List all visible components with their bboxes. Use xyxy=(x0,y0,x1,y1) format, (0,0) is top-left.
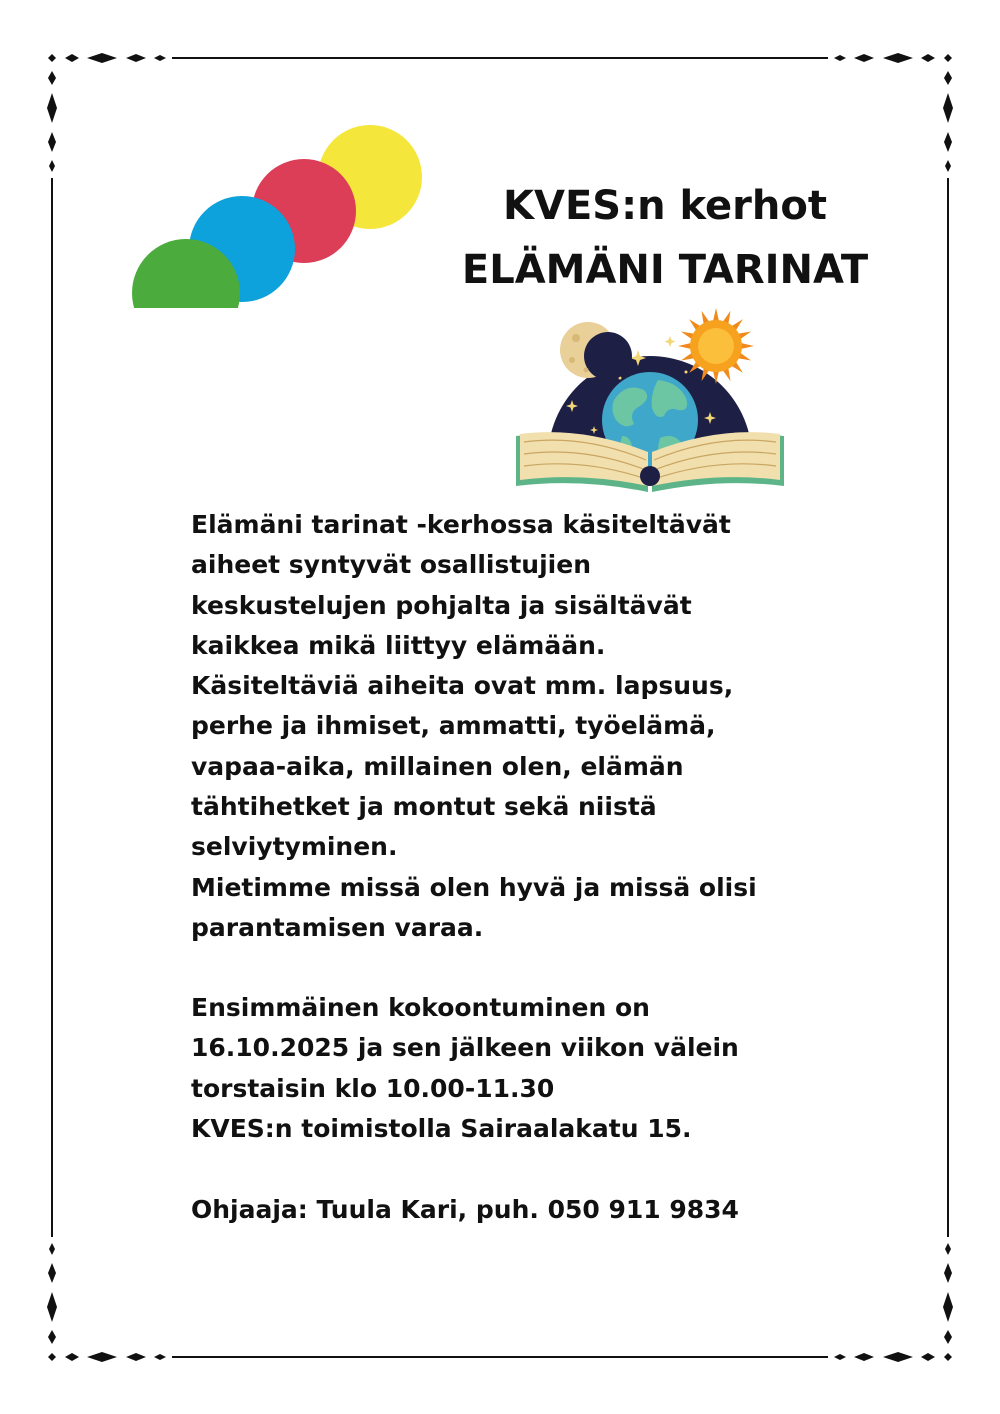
sun-ray xyxy=(678,343,691,349)
border-diamond xyxy=(921,1353,935,1361)
border-diamond xyxy=(65,1353,79,1361)
border-diamond xyxy=(834,1354,846,1360)
border-diamond xyxy=(944,71,952,85)
sun-ray xyxy=(741,343,754,349)
border-diamond xyxy=(154,1354,166,1360)
border-diamond xyxy=(921,54,935,62)
border-diamond xyxy=(48,1263,56,1283)
sun-icon xyxy=(678,308,754,384)
border-diamond xyxy=(944,1353,952,1361)
border-diamond xyxy=(47,93,57,123)
border-diamond xyxy=(945,1243,951,1255)
border-diamond xyxy=(943,93,953,123)
border-diamond xyxy=(49,160,55,172)
meeting-line: torstaisin klo 10.00-11.30 xyxy=(191,1073,555,1103)
leader-contact xyxy=(191,1190,911,1230)
meeting-line: 16.10.2025 ja sen jälkeen viikon välein xyxy=(191,1033,739,1063)
border-diamond xyxy=(49,1243,55,1255)
meeting-info xyxy=(191,988,911,1149)
description-line: perhe ja ihmiset, ammatti, työelämä, xyxy=(191,711,716,741)
border-diamond xyxy=(48,1353,56,1361)
description-line: kaikkea mikä liittyy elämään. xyxy=(191,630,606,660)
border-diamond xyxy=(944,54,952,62)
border-diamond xyxy=(944,1263,952,1283)
description-line: aiheet syntyvät osallistujien xyxy=(191,550,591,580)
border-diamond xyxy=(65,54,79,62)
meeting-line: Ensimmäinen kokoontuminen on xyxy=(191,993,650,1022)
border-diamond xyxy=(87,1352,117,1362)
border-diamond xyxy=(48,1330,56,1344)
border-diamond xyxy=(47,1292,57,1322)
border-diamond xyxy=(883,1352,913,1362)
meeting-line: KVES:n toimistolla Sairaalakatu 15. xyxy=(191,1113,692,1143)
logo-circles xyxy=(130,122,430,312)
border-diamond xyxy=(834,55,846,61)
border-diamond xyxy=(126,1353,146,1361)
description-line: Elämäni tarinat -kerhossa käsiteltävät xyxy=(191,510,731,539)
border-diamond xyxy=(854,54,874,62)
sun-ray xyxy=(713,308,719,321)
moon-icon xyxy=(560,322,632,380)
title-line-1: KVES:n kerhot xyxy=(503,183,827,229)
border-diamond xyxy=(48,132,56,152)
description-line: vapaa-aika, millainen olen, elämän xyxy=(191,751,684,781)
description-line: parantamisen varaa. xyxy=(191,912,484,942)
border-diamond xyxy=(944,1330,952,1344)
border-diamond xyxy=(126,54,146,62)
description-line: tähtihetket ja montut sekä niistä xyxy=(191,792,657,822)
description-line: Käsiteltäviä aiheita ovat mm. lapsuus, xyxy=(191,671,734,701)
description-line: Mietimme missä olen hyvä ja missä olisi xyxy=(191,872,757,902)
border-diamond xyxy=(943,1292,953,1322)
description-line: selviytyminen. xyxy=(191,832,398,862)
book-globe-illustration xyxy=(510,308,790,498)
border-diamond xyxy=(945,160,951,172)
border-diamond xyxy=(154,55,166,61)
border-diamond xyxy=(48,54,56,62)
border-diamond xyxy=(944,132,952,152)
border-diamond xyxy=(883,53,913,63)
border-diamond xyxy=(854,1353,874,1361)
description-line: keskustelujen pohjalta ja sisältävät xyxy=(191,590,692,620)
title-line-2: ELÄMÄNI TARINAT xyxy=(461,247,869,293)
border-diamond xyxy=(87,53,117,63)
leader-contact-text: Ohjaaja: Tuula Kari, puh. 050 911 9834 xyxy=(191,1195,739,1224)
border-diamond xyxy=(48,71,56,85)
description-paragraph xyxy=(191,505,911,948)
